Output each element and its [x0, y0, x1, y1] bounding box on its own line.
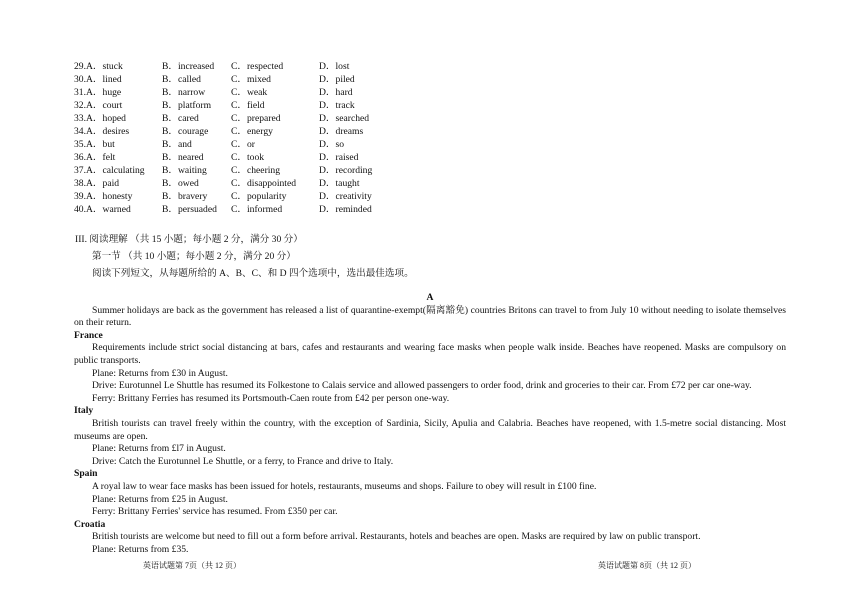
question-row — [74, 112, 494, 125]
option-d: D．dreams — [319, 126, 364, 137]
heading-croatia: Croatia — [74, 518, 106, 530]
question-number: 36. — [74, 152, 86, 163]
option-a: A．court — [86, 100, 123, 111]
passage-label: A — [426, 292, 434, 303]
question-row — [74, 99, 494, 112]
option-a: A．lined — [86, 74, 122, 85]
reading-passage — [74, 292, 786, 556]
option-d: D．recording — [319, 165, 373, 176]
option-c: C．prepared — [231, 113, 281, 124]
option-a: A．warned — [86, 204, 131, 215]
option-b: B．persuaded — [162, 204, 217, 215]
option-c: C．took — [231, 152, 265, 163]
option-d: D．taught — [319, 178, 360, 189]
option-c: C．disappointed — [231, 178, 297, 189]
option-c: C．informed — [231, 204, 283, 215]
option-a: A．stuck — [86, 61, 123, 72]
option-c: C．popularity — [231, 191, 287, 202]
france-plane: Plane: Returns from £30 in August. — [92, 367, 228, 379]
question-number: 33. — [74, 113, 86, 124]
option-a: A．desires — [86, 126, 130, 137]
section-subtitle: 第一节 （共 10 小题；每小题 2 分，满分 20 分） — [92, 251, 296, 262]
italy-plane: Plane: Returns from £l7 in August. — [92, 443, 226, 455]
question-row — [74, 86, 494, 99]
question-number: 40. — [74, 204, 86, 215]
question-row — [74, 151, 494, 164]
question-number: 34. — [74, 126, 86, 137]
question-number: 38. — [74, 178, 86, 189]
spain-ferry: Ferry: Brittany Ferries' service has resumed. From £350 per car. — [92, 506, 338, 518]
option-d: D．creativity — [319, 191, 372, 202]
question-row — [74, 73, 494, 86]
option-b: B．neared — [162, 152, 204, 163]
option-b: B．increased — [162, 61, 215, 72]
question-row — [74, 203, 494, 216]
option-a: A．hoped — [86, 113, 126, 124]
options-list — [74, 60, 494, 216]
option-b: B．owed — [162, 178, 199, 189]
section-instruction: 阅读下列短文，从每题所给的 A、B、C、和 D 四个选项中，选出最佳选项。 — [92, 268, 414, 279]
option-d: D．so — [319, 139, 345, 150]
option-a: A．paid — [86, 178, 120, 189]
france-drive: Drive: Eurotunnel Le Shuttle has resumed its Folkestone to Calais service and allowed passengers to order food, drink and groceries to their car. From £72 per car one-way. — [92, 380, 752, 392]
question-number: 35. — [74, 139, 86, 150]
option-d: D．searched — [319, 113, 370, 124]
page-footer-left: 英语试题第 7页（共 12 页） — [143, 561, 241, 570]
option-d: D．raised — [319, 152, 359, 163]
italy-drive: Drive: Catch the Eurotunnel Le Shuttle, or a ferry, to France and drive to Italy. — [92, 455, 394, 467]
section-title: III. 阅读理解 （共 15 小题；每小题 2 分，满分 30 分） — [75, 234, 303, 245]
question-row — [74, 177, 494, 190]
question-number: 39. — [74, 191, 86, 202]
question-row — [74, 60, 494, 73]
option-c: C．or — [231, 139, 255, 150]
option-b: B．narrow — [162, 87, 206, 98]
option-b: B．platform — [162, 100, 212, 111]
heading-france: France — [74, 329, 103, 341]
option-a: A．felt — [86, 152, 116, 163]
croatia-body: British tourists are welcome but need to fill out a form before arrival. Restaurants, hotels and beaches are open. Masks are required by law on public transport. — [92, 531, 701, 543]
option-d: D．track — [319, 100, 355, 111]
option-c: C．respected — [231, 61, 284, 72]
question-row — [74, 138, 494, 151]
croatia-plane: Plane: Returns from £35. — [92, 543, 189, 555]
question-number: 31. — [74, 87, 86, 98]
question-number: 37. — [74, 165, 86, 176]
option-c: C．weak — [231, 87, 268, 98]
question-number: 32. — [74, 100, 86, 111]
option-d: D．reminded — [319, 204, 372, 215]
option-a: A．but — [86, 139, 115, 150]
heading-italy: Italy — [74, 405, 94, 417]
option-c: C．cheering — [231, 165, 281, 176]
question-number: 29. — [74, 61, 86, 72]
option-c: C．field — [231, 100, 265, 111]
option-a: A．huge — [86, 87, 122, 98]
heading-spain: Spain — [74, 468, 98, 480]
option-a: A．calculating — [86, 165, 145, 176]
question-row — [74, 190, 494, 203]
option-c: C．mixed — [231, 74, 271, 85]
spain-plane: Plane: Returns from £25 in August. — [92, 493, 228, 505]
option-b: B．waiting — [162, 165, 207, 176]
france-ferry: Ferry: Brittany Ferries has resumed its Portsmouth-Caen route from £42 per person one-way. — [92, 392, 450, 404]
page-footer-right: 英语试题第 8页（共 12 页） — [598, 561, 696, 570]
option-c: C．energy — [231, 126, 273, 137]
option-d: D．hard — [319, 87, 353, 98]
question-row — [74, 125, 494, 138]
question-number: 30. — [74, 74, 86, 85]
option-b: B．courage — [162, 126, 209, 137]
option-d: D．piled — [319, 74, 355, 85]
question-row — [74, 164, 494, 177]
option-b: B．bravery — [162, 191, 208, 202]
option-a: A．honesty — [86, 191, 133, 202]
option-b: B．cared — [162, 113, 199, 124]
option-b: B．and — [162, 139, 192, 150]
italy-body: British tourists can travel freely within the country, with the exception of Sardinia, Sicily, Apulia and Calabria. Beaches have reopened, with 1.5-metre social distancing. Most museums are open. — [74, 417, 786, 442]
passage-intro: Summer holidays are back as the government has released a list of quarantine-exempt(隔离豁免) countries Britons can travel to from July 10 without needing to isolate themselves on their return. — [74, 304, 786, 329]
option-d: D．lost — [319, 61, 350, 72]
option-b: B．called — [162, 74, 201, 85]
spain-body: A royal law to wear face masks has been issued for hotels, restaurants, museums and shops. Failure to obey will result in £100 fine. — [92, 480, 597, 492]
france-body: Requirements include strict social distancing at bars, cafes and restaurants and wearing face masks when people walk inside. Beaches have reopened. Masks are compulsory on public transports. — [74, 342, 786, 366]
